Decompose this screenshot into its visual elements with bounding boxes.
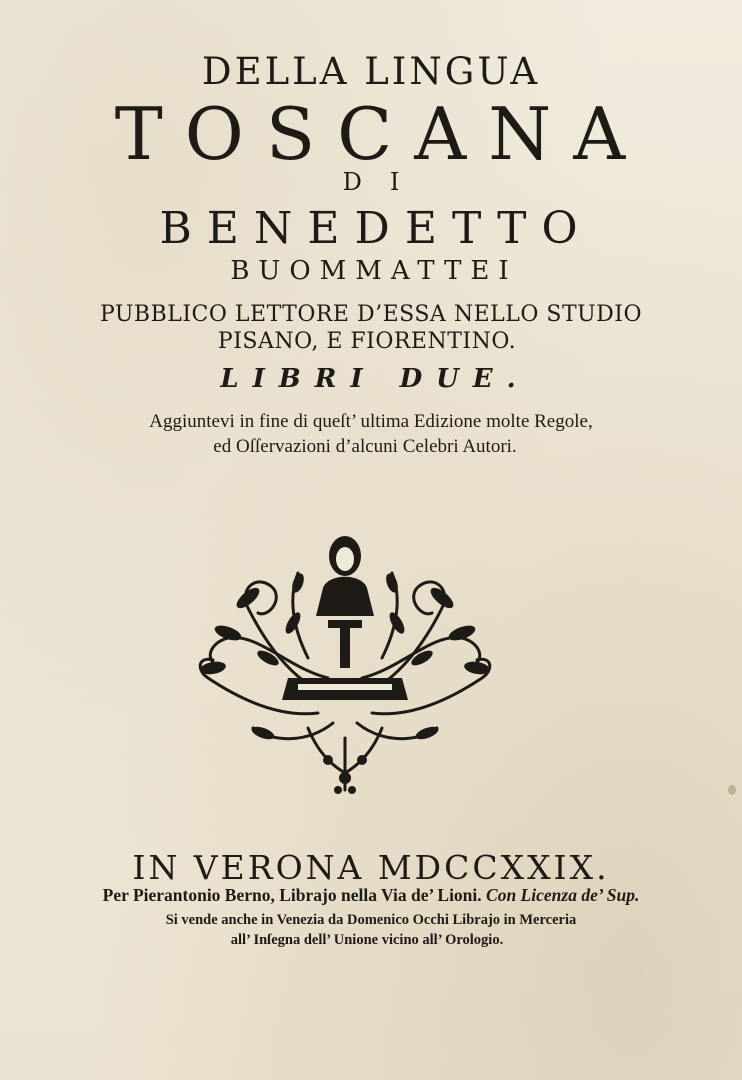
author-first-name: BENEDETTO [159,203,593,254]
edition-note-line-1: Aggiuntevi in fine di queſt’ ultima Edizione molte Regole, [149,411,593,432]
license-text: Con Licenza de’ Sup. [486,885,640,905]
author-role-line-2: PISANO, E FIORENTINO. [217,329,517,354]
bust-ornament-icon [188,528,502,796]
title-line-1: DELLA LINGUA [201,50,541,93]
author-role-line-1: PUBBLICO LETTORE D’ESSA NELLO STUDIO [99,302,643,327]
printer-line [0,885,742,906]
title-line-2: TOSCANA [114,92,648,176]
paper-stain [728,785,736,795]
sale-line-2: all’ Inſegna dell’ Unione vicino all’ Orologio. [230,932,504,948]
books-count: LIBRI DUE. [220,364,530,394]
printer-text: Per Pierantonio Berno, Librajo nella Via de’ Lioni. [102,885,482,905]
sale-line-1: Si vende anche in Venezia da Domenico Occhi Librajo in Merceria [165,912,577,928]
title-line-3: DI [342,168,428,196]
imprint-place-date: IN VERONA MDCCXXIX. [132,848,610,887]
author-last-name: BUOMMATTEI [230,256,518,286]
edition-note-line-2: ed Oſſervazioni d’alcuni Celebri Autori. [213,436,517,457]
